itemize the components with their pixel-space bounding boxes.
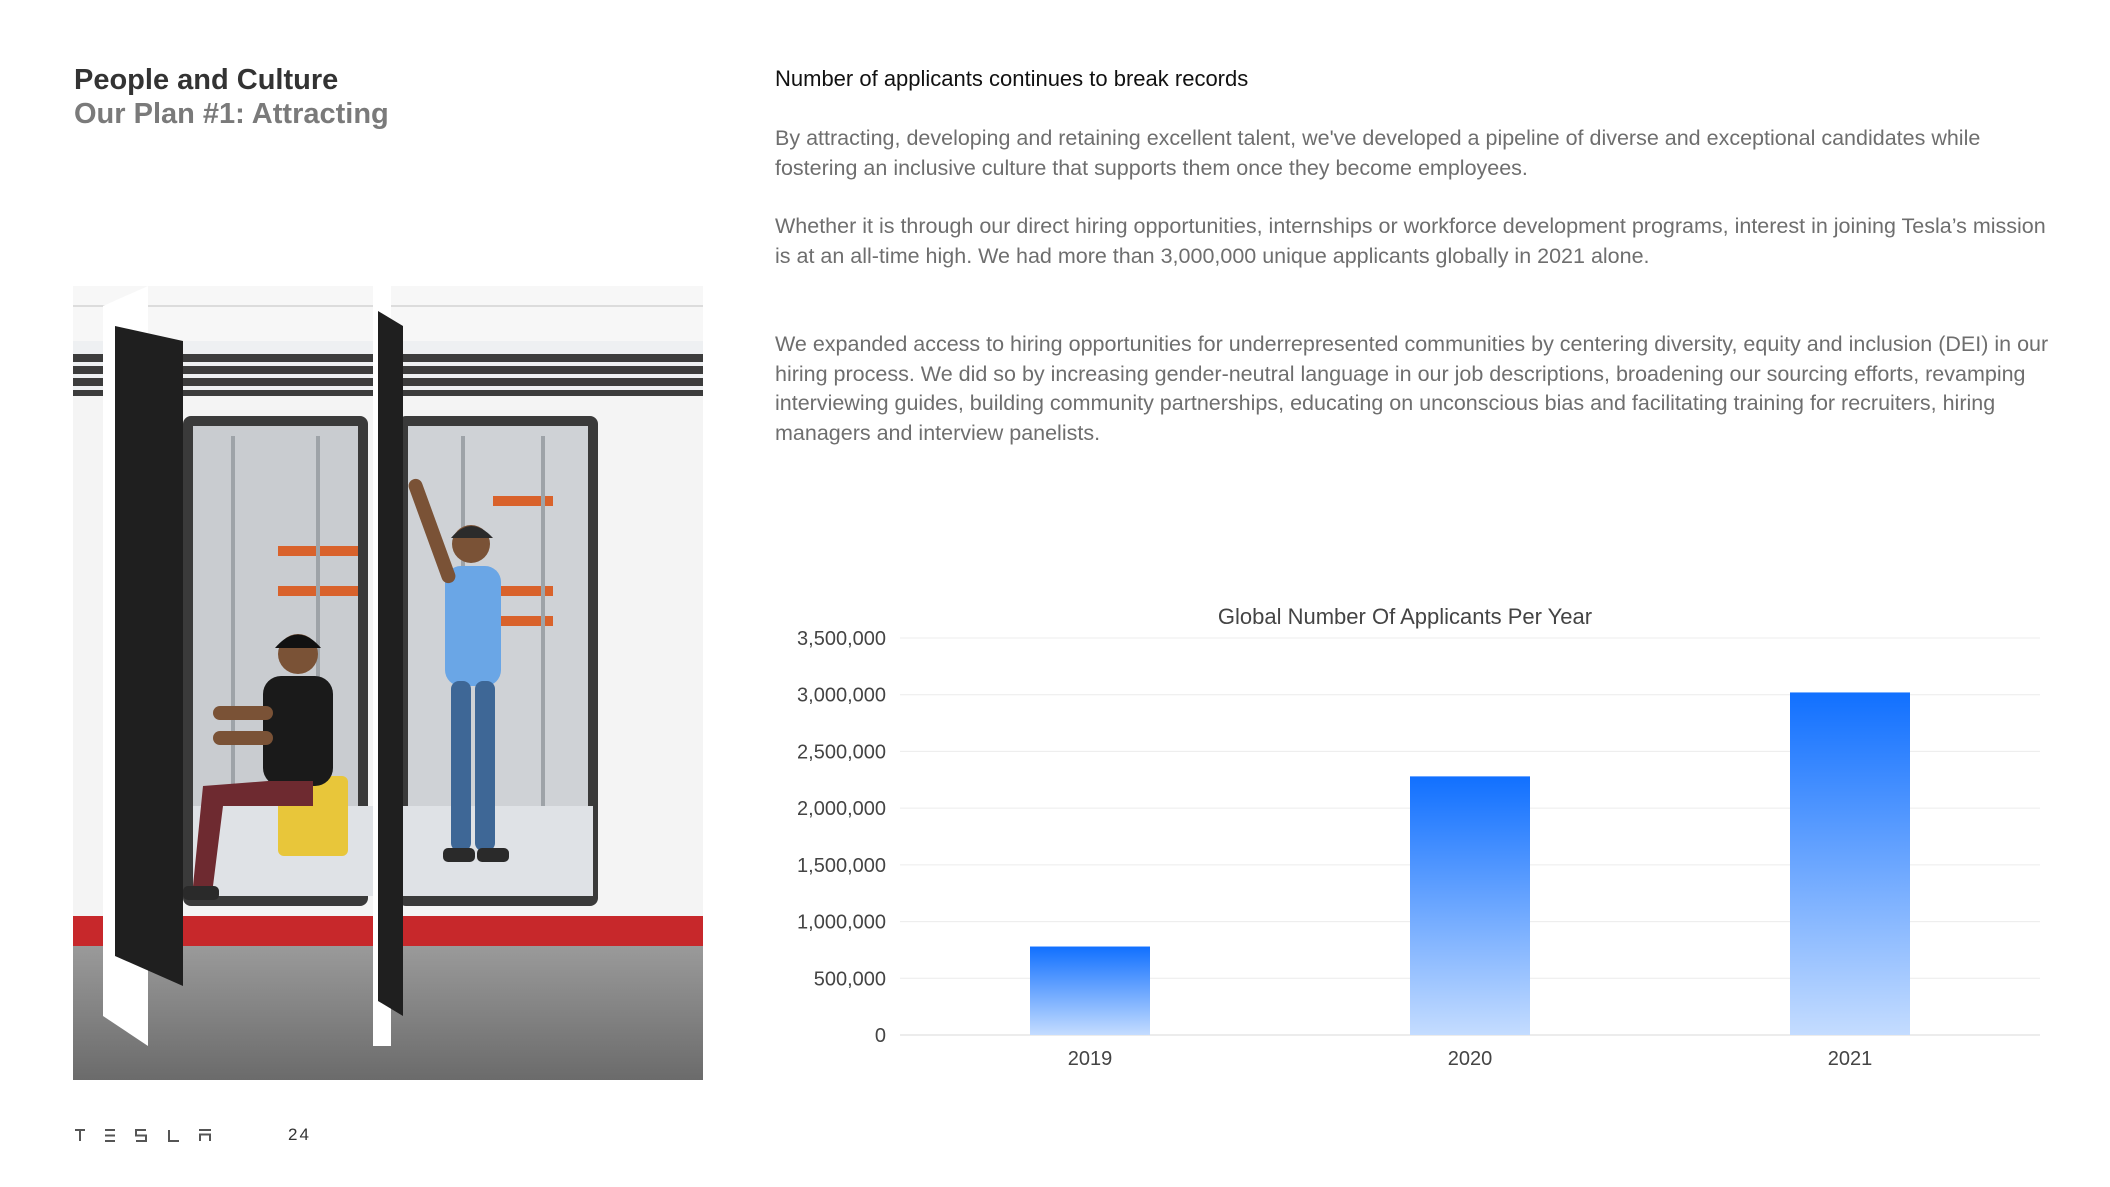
body-paragraph-3: We expanded access to hiring opportunities for underrepresented communities by centering diversity, equity and inclusion (DEI) in our hiring process. We did so by increasing gender-neutral language in our job descriptions, broadening our sourcing efforts, revamping interviewing guides, building community partnerships, educating on unconscious bias and facilitating training for recruiters, hiring managers and interview panelists. — [775, 332, 2049, 445]
y-tick-label: 2,000,000 — [797, 798, 886, 821]
page-number: 24 — [288, 1125, 311, 1144]
workers-photo — [73, 286, 703, 1080]
bar-2021 — [1790, 692, 1910, 1035]
section-title: People and Culture — [74, 64, 339, 96]
y-tick-label: 1,500,000 — [797, 854, 886, 877]
x-tick-label: 2020 — [1447, 1048, 1493, 1070]
content-headline: Number of applicants continues to break records — [775, 66, 1249, 91]
bar-2019 — [1030, 947, 1150, 1035]
x-tick-label: 2019 — [1067, 1048, 1113, 1070]
section-subtitle: Our Plan #1: Attracting — [74, 98, 389, 130]
x-tick-label: 2021 — [1827, 1048, 1873, 1070]
applicants-bar-chart — [760, 590, 2060, 1090]
workers-illustration — [73, 286, 703, 1080]
tesla-logo — [74, 1126, 214, 1146]
y-tick-label: 500,000 — [813, 968, 886, 991]
chart-title: Global Number Of Applicants Per Year — [1217, 604, 1593, 629]
body-paragraph-2: Whether it is through our direct hiring opportunities, internships or workforce development programs, interest in joining Tesla’s mission is at an all-time high. We had more than 3,000,000 unique applicants globally in 2021 alone. — [775, 214, 2046, 268]
body-paragraph-1: By attracting, developing and retaining excellent talent, we've developed a pipeline of diverse and exceptional candidates while fostering an inclusive culture that supports them once they become employees. — [775, 126, 1981, 180]
applicants-chart — [760, 590, 2060, 1090]
y-tick-label: 3,500,000 — [797, 628, 886, 650]
y-tick-label: 1,000,000 — [797, 911, 886, 934]
y-tick-label: 2,500,000 — [797, 741, 886, 764]
y-tick-label: 3,000,000 — [797, 684, 886, 707]
bar-2020 — [1410, 776, 1530, 1035]
y-tick-label: 0 — [874, 1025, 886, 1047]
